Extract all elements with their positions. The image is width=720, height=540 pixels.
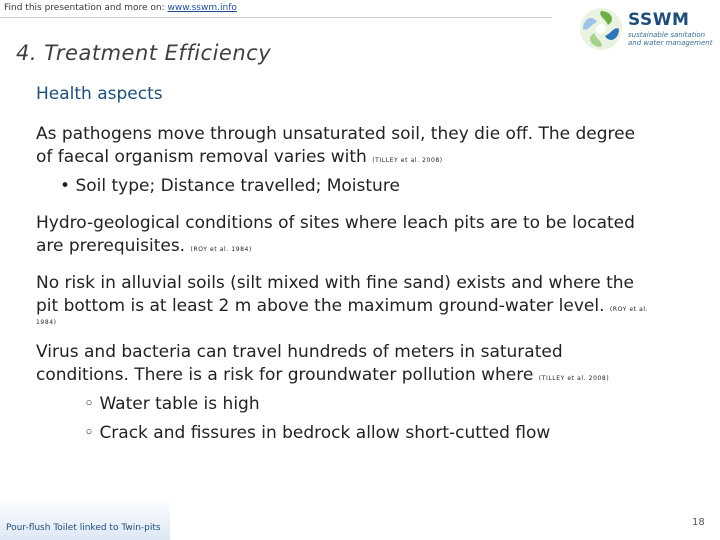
bullet-item	[60, 176, 400, 196]
paragraph-virus-bacteria	[36, 341, 686, 390]
paragraph-line: are prerequisites. (ROY et al. 1984)	[36, 236, 252, 256]
logo-tagline-2: and water management	[628, 39, 713, 47]
source-note-text: Find this presentation and more on:	[4, 3, 165, 13]
slide-title: 4. Treatment Efficiency	[16, 41, 272, 65]
paragraph-pathogens	[36, 123, 686, 172]
paragraph-line: Virus and bacteria can travel hundreds of meters in saturated	[36, 342, 563, 362]
sswm-link[interactable]: www.sswm.info	[167, 3, 237, 13]
sub-bullet-text: Crack and fissures in bedrock allow short-cutted flow	[99, 423, 551, 443]
logo-wordmark: SSWM	[628, 10, 690, 30]
sub-bullet-text: Water table is high	[99, 394, 260, 414]
paragraph-line: Hydro-geological conditions of sites where leach pits are to be located	[36, 213, 635, 233]
paragraph-line: As pathogens move through unsaturated soil, they die off. The degree	[36, 124, 636, 144]
footer-band	[0, 497, 170, 540]
paragraph-alluvial	[36, 272, 686, 321]
paragraph-line: of faecal organism removal varies with (TILLEY et al. 2008)	[36, 147, 443, 167]
page-number: 18	[692, 517, 705, 528]
paragraph-line: pit bottom is at least 2 m above the maximum ground-water level. (ROY et al.	[36, 296, 649, 316]
sub-bullet-item	[84, 423, 550, 443]
sub-bullet-icon: ◦	[84, 394, 95, 414]
citation: (ROY et al. 1984)	[190, 246, 252, 253]
citation: (TILLEY et al. 2008)	[372, 157, 443, 164]
section-heading: Health aspects	[36, 84, 163, 104]
paragraph-line: conditions. There is a risk for groundwater pollution where (TILLEY et al. 2008)	[36, 365, 610, 385]
bullet-text: Soil type; Distance travelled; Moisture	[75, 176, 400, 196]
paragraph-hydrogeology	[36, 212, 686, 261]
sub-bullet-icon: ◦	[84, 423, 95, 443]
citation-continued: 1984)	[36, 319, 57, 326]
citation: (ROY et al.	[609, 306, 649, 313]
citation: (TILLEY et al. 2008)	[538, 375, 610, 382]
bullet-icon: •	[60, 176, 71, 196]
sub-bullet-item	[84, 394, 260, 414]
sswm-swirl-icon	[578, 6, 624, 52]
paragraph-line: No risk in alluvial soils (silt mixed with fine sand) exists and where the	[36, 273, 634, 293]
source-note	[4, 3, 237, 13]
logo-tagline-1: sustainable sanitation	[628, 31, 706, 39]
footer-label: Pour-flush Toilet linked to Twin-pits	[6, 523, 161, 533]
sswm-logo	[578, 6, 718, 54]
header-divider	[0, 17, 552, 18]
